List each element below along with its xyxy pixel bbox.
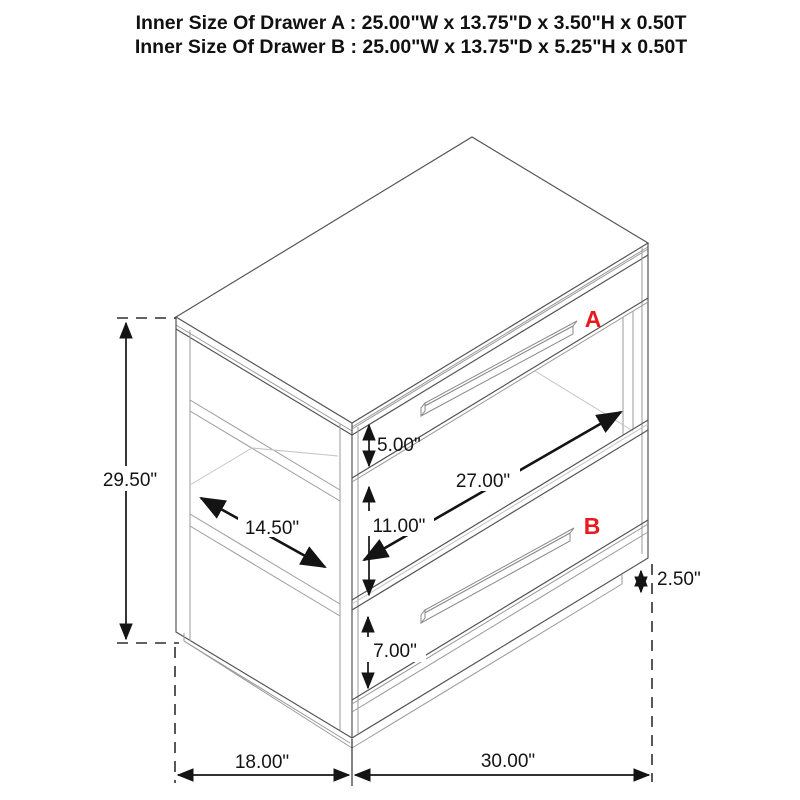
shelf-depth-value: 14.50" bbox=[244, 518, 300, 539]
opening-shelf-side-junction bbox=[535, 371, 633, 431]
tabletop-outline bbox=[176, 137, 648, 423]
base-height-value: 2.50" bbox=[657, 569, 701, 590]
drawer-a-handle bbox=[421, 321, 577, 416]
dimension-overall-depth bbox=[175, 647, 352, 786]
overall-height-value: 29.50" bbox=[102, 470, 158, 491]
drawer-a-inner-size-text: Inner Size Of Drawer A : 25.00"W x 13.75"D x 3.50"H x 0.50T bbox=[135, 12, 687, 34]
overall-width-value: 30.00" bbox=[480, 751, 536, 772]
dimension-base-height bbox=[641, 564, 701, 782]
drawer-b-bottom-edge bbox=[352, 520, 648, 700]
side-top-rail bbox=[190, 400, 340, 501]
side-plinth-step bbox=[184, 633, 350, 743]
bottom-rail-band bbox=[352, 532, 648, 712]
drawer-b-label: B bbox=[583, 513, 601, 539]
drawer-b-inner-size-text: Inner Size Of Drawer B : 25.00"W x 13.75"D x 5.25"H x 0.50T bbox=[134, 36, 688, 58]
dimension-shelf-depth bbox=[201, 498, 325, 567]
opening-inner-right-panel bbox=[623, 311, 633, 435]
shelf-width-value: 27.00" bbox=[455, 471, 511, 492]
header bbox=[135, 12, 687, 58]
dimension-overall-width bbox=[355, 751, 649, 775]
dimension-overall-height bbox=[99, 318, 179, 643]
drawer-b-handle bbox=[421, 528, 574, 623]
overall-depth-value: 18.00" bbox=[234, 752, 290, 773]
shelf-opening-height-value: 11.00" bbox=[372, 516, 426, 537]
drawer-b-height-value: 7.00" bbox=[373, 641, 417, 662]
drawer-b-gap-line bbox=[352, 524, 648, 704]
side-opening-interior-lines bbox=[190, 448, 338, 485]
drawer-a-label: A bbox=[584, 306, 602, 332]
drawer-a-height-value: 5.00" bbox=[377, 435, 421, 456]
dimension-drawer-a-height bbox=[369, 425, 421, 466]
